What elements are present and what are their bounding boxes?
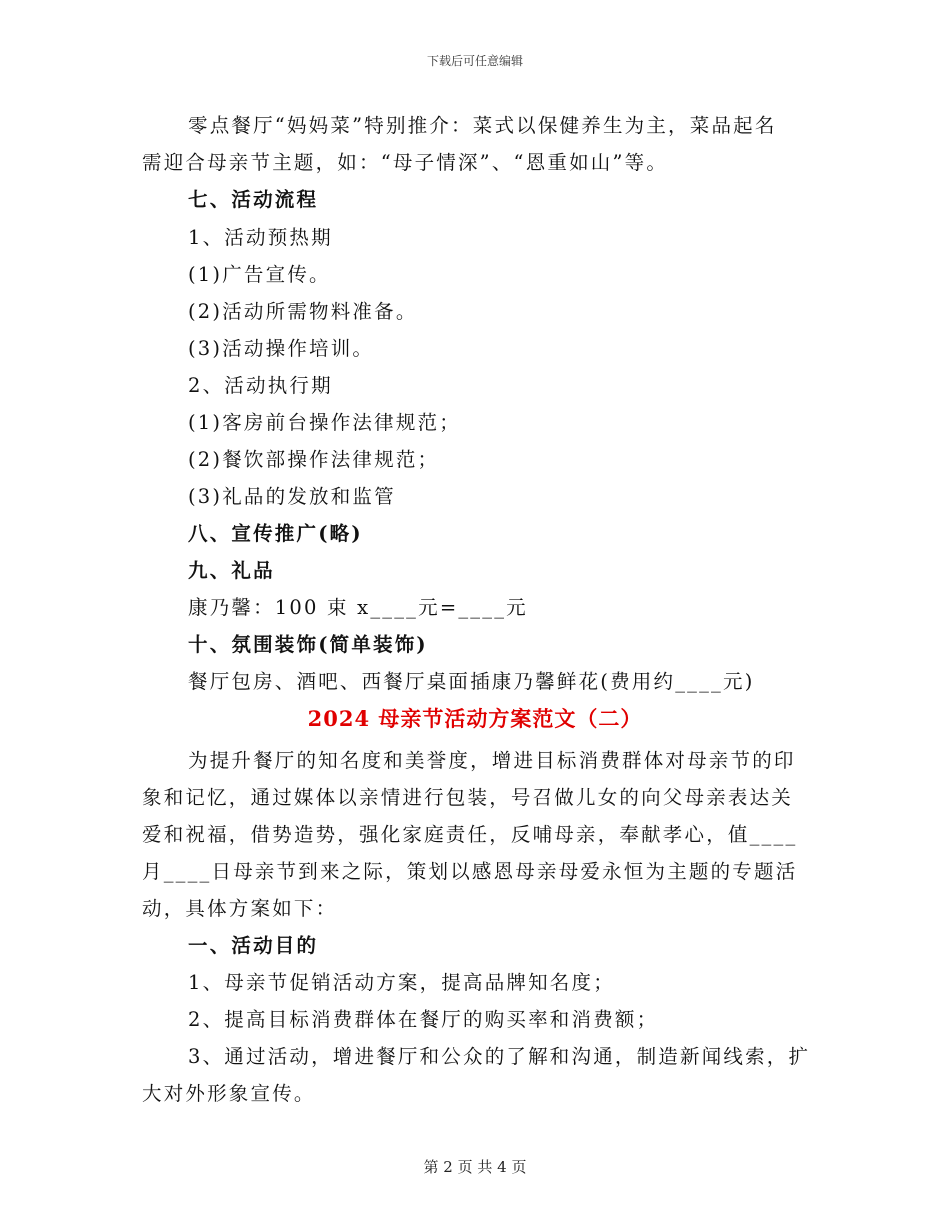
section-heading: 七、活动流程 <box>188 188 319 211</box>
paragraph-line: 爱和祝福，借势造势，强化家庭责任，反哺母亲，奉献孝心，值____ <box>142 823 798 846</box>
paragraph-line: 零点餐厅“妈妈菜”特别推介：菜式以保健养生为主，菜品起名 <box>188 114 777 137</box>
list-item: (1)广告宣传。 <box>188 263 331 286</box>
list-item: (3)礼品的发放和监管 <box>188 485 396 508</box>
list-item: 3、通过活动，增进餐厅和公众的了解和沟通，制造新闻线索，扩 <box>188 1045 811 1068</box>
paragraph-line: 月____日母亲节到来之际，策划以感恩母亲母爱永恒为主题的专题活 <box>142 860 798 883</box>
section-title: 2024 母亲节活动方案范文（二） <box>307 706 643 731</box>
list-item: (2)活动所需物料准备。 <box>188 300 418 323</box>
paragraph-line: 为提升餐厅的知名度和美誉度，增进目标消费群体对母亲节的印 <box>188 749 796 772</box>
paragraph-line: 动，具体方案如下： <box>142 897 338 920</box>
paragraph-line: 需迎合母亲节主题，如：“母子情深”、“恩重如山”等。 <box>142 151 669 174</box>
list-item: 1、母亲节促销活动方案，提高品牌知名度； <box>188 971 615 994</box>
list-item: 2、活动执行期 <box>188 374 333 397</box>
paragraph-line: 餐厅包房、酒吧、西餐厅桌面插康乃馨鲜花(费用约____元) <box>188 670 755 693</box>
paragraph-line: 象和记忆，通过媒体以亲情进行包装，号召做儿女的向父母亲表达关 <box>142 786 794 809</box>
list-item: 1、活动预热期 <box>188 226 333 249</box>
list-item: 2、提高目标消费群体在餐厅的购买率和消费额； <box>188 1008 659 1031</box>
section-heading: 十、氛围装饰(简单装饰) <box>188 633 428 656</box>
list-item: (3)活动操作培训。 <box>188 337 375 360</box>
paragraph-line: 康乃馨：100 束 x____元=____元 <box>188 596 528 619</box>
page-footer: 第 2 页 共 4 页 <box>423 1158 527 1176</box>
section-heading: 一、活动目的 <box>188 934 319 957</box>
paragraph-line: 大对外形象宣传。 <box>142 1082 316 1105</box>
section-heading: 八、宣传推广(略) <box>188 522 363 545</box>
list-item: (1)客房前台操作法律规范； <box>188 411 461 434</box>
section-heading: 九、礼品 <box>188 559 275 582</box>
list-item: (2)餐饮部操作法律规范； <box>188 448 440 471</box>
page-header: 下载后可任意编辑 <box>426 54 523 68</box>
